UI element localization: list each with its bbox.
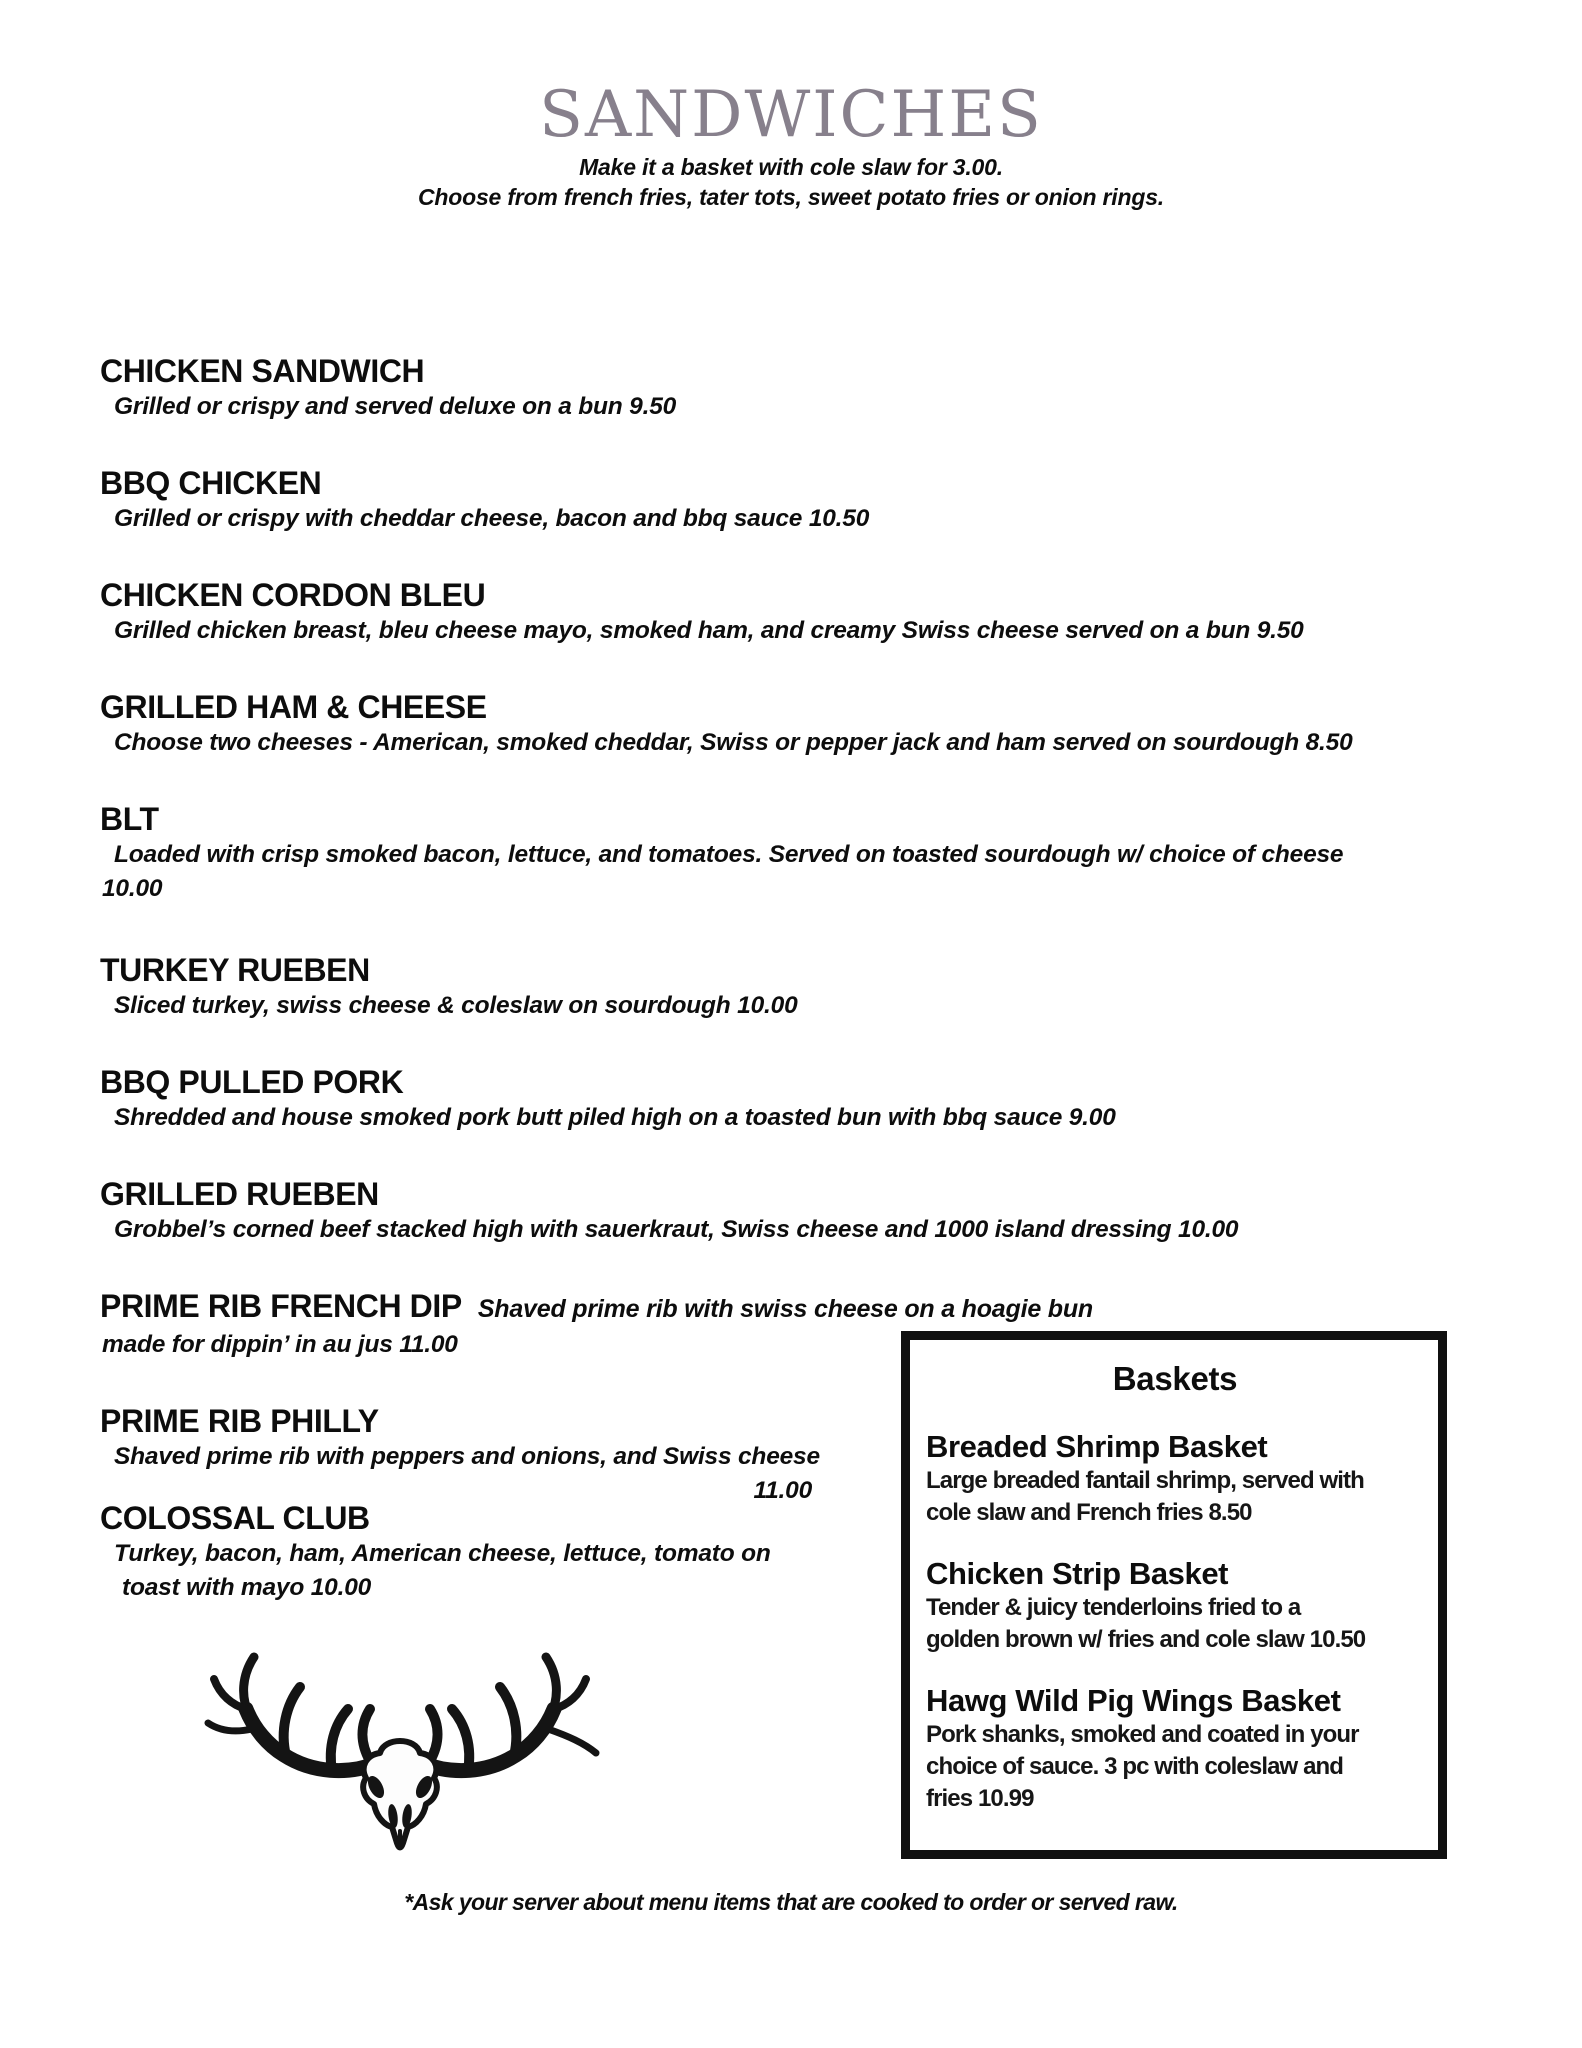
item-desc-line: toast with mayo 10.00 (122, 1574, 372, 1601)
basket-item (926, 1428, 1424, 1529)
basket-item-title: Breaded Shrimp Basket (926, 1429, 1268, 1464)
basket-item-desc-line: Large breaded fantail shrimp, served with (926, 1467, 1364, 1494)
item-title: BLT (100, 801, 159, 837)
item-desc-line: Grilled chicken breast, bleu cheese mayo, smoked ham, and creamy Swiss cheese served on a bun 9.50 (114, 617, 1304, 644)
item-title: CHICKEN CORDON BLEU (100, 577, 486, 613)
deer-skull-icon (178, 1633, 622, 1851)
menu-item (100, 1063, 1460, 1135)
basket-item (926, 1555, 1424, 1656)
basket-item (926, 1682, 1424, 1815)
item-title: COLOSSAL CLUB (100, 1500, 370, 1536)
item-title: BBQ CHICKEN (100, 465, 322, 501)
item-title-suffix: Shaved prime rib with swiss cheese on a hoagie bun (477, 1295, 1093, 1323)
item-desc-line: Choose two cheeses - American, smoked cheddar, Swiss or pepper jack and ham served on sourdough 8.50 (114, 729, 1353, 756)
menu-item (100, 464, 1460, 536)
baskets-box (901, 1331, 1447, 1859)
page-title: SANDWICHES (539, 78, 1043, 152)
item-desc-line: Grilled or crispy with cheddar cheese, bacon and bbq sauce 10.50 (114, 505, 870, 532)
item-title: CHICKEN SANDWICH (100, 353, 425, 389)
item-desc-line: 10.00 (102, 875, 163, 902)
subtitle-line-2: Choose from french fries, tater tots, sweet potato fries or onion rings. (418, 183, 1164, 210)
item-title: PRIME RIB PHILLY (100, 1403, 379, 1439)
menu-item (100, 576, 1460, 648)
basket-item-title: Hawg Wild Pig Wings Basket (926, 1683, 1341, 1718)
subtitle-line-1: Make it a basket with cole slaw for 3.00. (579, 153, 1003, 180)
menu-item (100, 800, 1460, 906)
item-title: PRIME RIB FRENCH DIP Shaved prime rib with swiss cheese on a hoagie bun (100, 1288, 1093, 1324)
baskets-heading: Baskets (1112, 1360, 1238, 1397)
basket-item-desc-line: choice of sauce. 3 pc with coleslaw and (926, 1753, 1344, 1780)
item-desc-line: 11.00 (753, 1477, 812, 1504)
menu-item (100, 951, 1460, 1023)
item-desc-line: Shaved prime rib with peppers and onions, and Swiss cheese (114, 1443, 820, 1470)
item-title: TURKEY RUEBEN (100, 952, 370, 988)
menu-item (100, 352, 1460, 424)
item-title: BBQ PULLED PORK (100, 1064, 404, 1100)
footer-note: *Ask your server about menu items that are cooked to order or served raw. (404, 1889, 1178, 1915)
item-desc-line: Grobbel’s corned beef stacked high with sauerkraut, Swiss cheese and 1000 island dressing 10.00 (114, 1216, 1239, 1243)
basket-item-desc-line: cole slaw and French fries 8.50 (926, 1499, 1252, 1526)
basket-item-desc-line: Pork shanks, smoked and coated in your (926, 1721, 1359, 1748)
basket-item-title: Chicken Strip Basket (926, 1556, 1229, 1591)
item-desc-line: Turkey, bacon, ham, American cheese, lettuce, tomato on (114, 1540, 771, 1567)
item-desc-line: Shredded and house smoked pork butt piled high on a toasted bun with bbq sauce 9.00 (114, 1104, 1116, 1131)
item-desc-line: made for dippin’ in au jus 11.00 (102, 1331, 458, 1358)
menu-item (100, 688, 1460, 760)
basket-item-desc-line: fries 10.99 (926, 1785, 1034, 1812)
basket-item-desc-line: Tender & juicy tenderloins fried to a (926, 1594, 1301, 1621)
menu-header (0, 80, 1582, 212)
item-title: GRILLED RUEBEN (100, 1176, 379, 1212)
item-desc-line: Sliced turkey, swiss cheese & coleslaw on sourdough 10.00 (114, 992, 798, 1019)
item-desc-line: Grilled or crispy and served deluxe on a bun 9.50 (114, 393, 677, 420)
basket-item-desc-line: golden brown w/ fries and cole slaw 10.50 (926, 1626, 1366, 1653)
baskets-list (926, 1428, 1424, 1815)
menu-item (100, 1175, 1460, 1247)
item-desc-line: Loaded with crisp smoked bacon, lettuce, and tomatoes. Served on toasted sourdough w/ choice of cheese (114, 841, 1344, 868)
item-title: GRILLED HAM & CHEESE (100, 689, 487, 725)
